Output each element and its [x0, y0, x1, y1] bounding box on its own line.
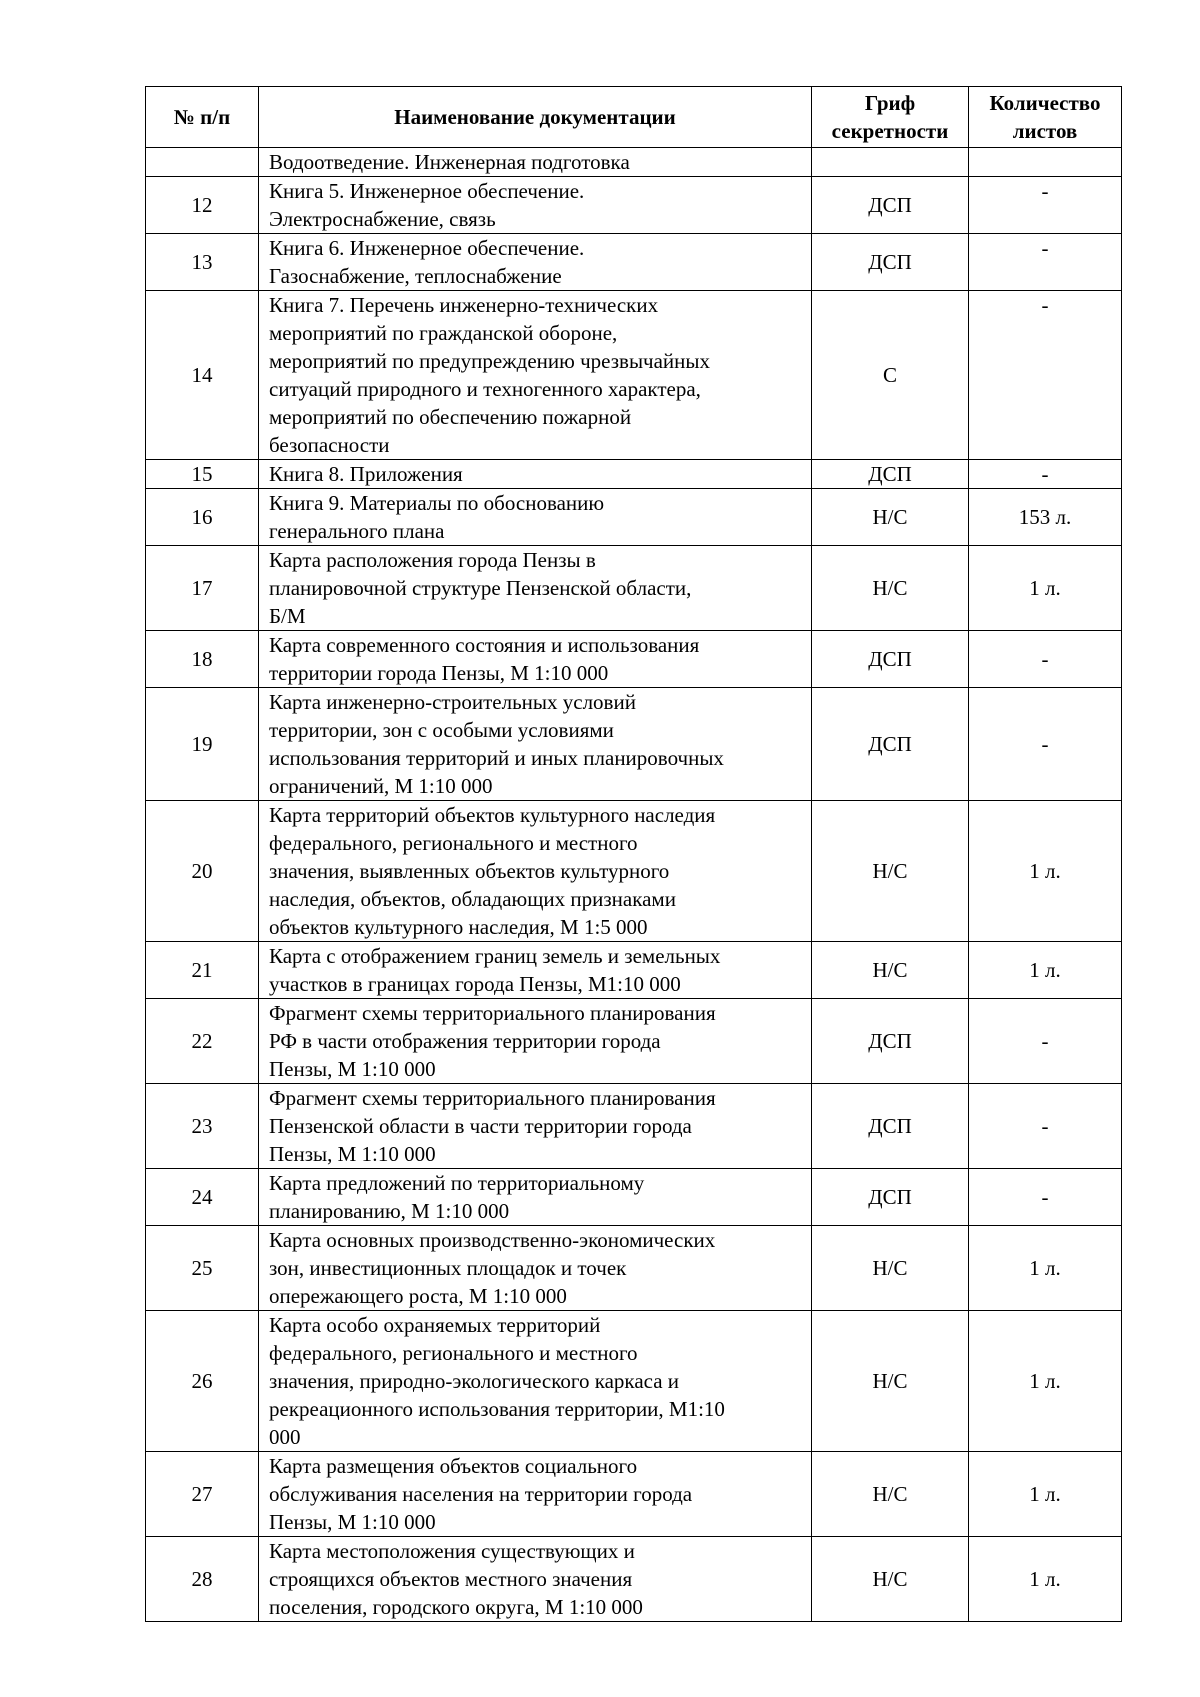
table-row	[146, 234, 1122, 291]
row-count: -	[969, 234, 1122, 291]
row-name: Книга 8. Приложения	[259, 460, 812, 489]
header-grif: Гриф секретности	[812, 87, 969, 148]
row-grif: Н/С	[812, 1226, 969, 1311]
table-row	[146, 148, 1122, 177]
row-num: 21	[146, 942, 259, 999]
header-num: № п/п	[146, 87, 259, 148]
row-name: Книга 7. Перечень инженерно-технических мероприятий по гражданской обороне, мероприятий по предупреждению чрезвычайных ситуаций природного и техногенного характера, мероприятий по обеспечению пожарной безопасности	[259, 291, 812, 460]
row-count	[969, 148, 1122, 177]
row-num: 17	[146, 546, 259, 631]
row-count: 1 л.	[969, 801, 1122, 942]
row-name: Карта основных производственно-экономических зон, инвестиционных площадок и точек опережающего роста, М 1:10 000	[259, 1226, 812, 1311]
row-count: -	[969, 1084, 1122, 1169]
row-num: 23	[146, 1084, 259, 1169]
row-name: Карта расположения города Пензы в планировочной структуре Пензенской области, Б/М	[259, 546, 812, 631]
row-count: -	[969, 291, 1122, 460]
header-count: Количество листов	[969, 87, 1122, 148]
row-count: 1 л.	[969, 1311, 1122, 1452]
table-header-row	[146, 87, 1122, 148]
row-grif: ДСП	[812, 1084, 969, 1169]
row-name: Книга 5. Инженерное обеспечение. Электроснабжение, связь	[259, 177, 812, 234]
header-name: Наименование документации	[259, 87, 812, 148]
row-count: 1 л.	[969, 1452, 1122, 1537]
row-grif: ДСП	[812, 460, 969, 489]
row-name: Фрагмент схемы территориального планирования РФ в части отображения территории города Пензы, М 1:10 000	[259, 999, 812, 1084]
row-count: -	[969, 177, 1122, 234]
row-num: 15	[146, 460, 259, 489]
row-grif: Н/С	[812, 1311, 969, 1452]
row-num: 25	[146, 1226, 259, 1311]
row-count: -	[969, 460, 1122, 489]
row-grif	[812, 148, 969, 177]
table-row	[146, 291, 1122, 460]
table-row	[146, 1452, 1122, 1537]
row-num: 28	[146, 1537, 259, 1622]
row-name: Книга 9. Материалы по обоснованию генерального плана	[259, 489, 812, 546]
row-grif: Н/С	[812, 489, 969, 546]
row-count: 1 л.	[969, 1537, 1122, 1622]
row-num: 16	[146, 489, 259, 546]
row-count: -	[969, 999, 1122, 1084]
row-count: -	[969, 631, 1122, 688]
table-row	[146, 942, 1122, 999]
row-grif: С	[812, 291, 969, 460]
row-grif: ДСП	[812, 234, 969, 291]
row-num: 26	[146, 1311, 259, 1452]
row-name: Карта особо охраняемых территорий федерального, регионального и местного значения, природно-экологического каркаса и рекреационного использования территории, М1:10 000	[259, 1311, 812, 1452]
row-grif: Н/С	[812, 942, 969, 999]
table-row	[146, 1084, 1122, 1169]
table-row	[146, 1537, 1122, 1622]
table-row	[146, 1226, 1122, 1311]
row-num: 13	[146, 234, 259, 291]
row-count: 1 л.	[969, 546, 1122, 631]
row-grif: ДСП	[812, 631, 969, 688]
row-name: Карта современного состояния и использования территории города Пензы, М 1:10 000	[259, 631, 812, 688]
row-grif: ДСП	[812, 999, 969, 1084]
row-grif: Н/С	[812, 1452, 969, 1537]
table-row	[146, 460, 1122, 489]
table-row	[146, 999, 1122, 1084]
table-row	[146, 177, 1122, 234]
row-num: 24	[146, 1169, 259, 1226]
row-name: Книга 6. Инженерное обеспечение. Газоснабжение, теплоснабжение	[259, 234, 812, 291]
row-num: 22	[146, 999, 259, 1084]
row-num: 19	[146, 688, 259, 801]
row-grif: Н/С	[812, 546, 969, 631]
row-name: Фрагмент схемы территориального планирования Пензенской области в части территории города Пензы, М 1:10 000	[259, 1084, 812, 1169]
row-num: 14	[146, 291, 259, 460]
row-count: 1 л.	[969, 942, 1122, 999]
row-grif: ДСП	[812, 177, 969, 234]
row-num: 27	[146, 1452, 259, 1537]
row-name: Карта инженерно-строительных условий территории, зон с особыми условиями использования территорий и иных планировочных ограничений, М 1:10 000	[259, 688, 812, 801]
row-num: 20	[146, 801, 259, 942]
row-name: Карта местоположения существующих и строящихся объектов местного значения поселения, городского округа, М 1:10 000	[259, 1537, 812, 1622]
row-name: Карта с отображением границ земель и земельных участков в границах города Пензы, М1:10 000	[259, 942, 812, 999]
table-row	[146, 489, 1122, 546]
row-name: Водоотведение. Инженерная подготовка	[259, 148, 812, 177]
row-count: -	[969, 688, 1122, 801]
row-name: Карта территорий объектов культурного наследия федерального, регионального и местного значения, выявленных объектов культурного наследия, объектов, обладающих признаками объектов культурного наследия, М 1:5 000	[259, 801, 812, 942]
row-grif: Н/С	[812, 801, 969, 942]
row-count: 1 л.	[969, 1226, 1122, 1311]
row-grif: ДСП	[812, 688, 969, 801]
row-num: 12	[146, 177, 259, 234]
table-row	[146, 1311, 1122, 1452]
row-name: Карта предложений по территориальному планированию, М 1:10 000	[259, 1169, 812, 1226]
table-row	[146, 688, 1122, 801]
row-num: 18	[146, 631, 259, 688]
row-num	[146, 148, 259, 177]
table-row	[146, 1169, 1122, 1226]
row-count: 153 л.	[969, 489, 1122, 546]
row-grif: Н/С	[812, 1537, 969, 1622]
table-row	[146, 801, 1122, 942]
row-count: -	[969, 1169, 1122, 1226]
documentation-table	[145, 86, 1122, 1622]
row-grif: ДСП	[812, 1169, 969, 1226]
row-name: Карта размещения объектов социального обслуживания населения на территории города Пензы, М 1:10 000	[259, 1452, 812, 1537]
table-row	[146, 546, 1122, 631]
table-row	[146, 631, 1122, 688]
